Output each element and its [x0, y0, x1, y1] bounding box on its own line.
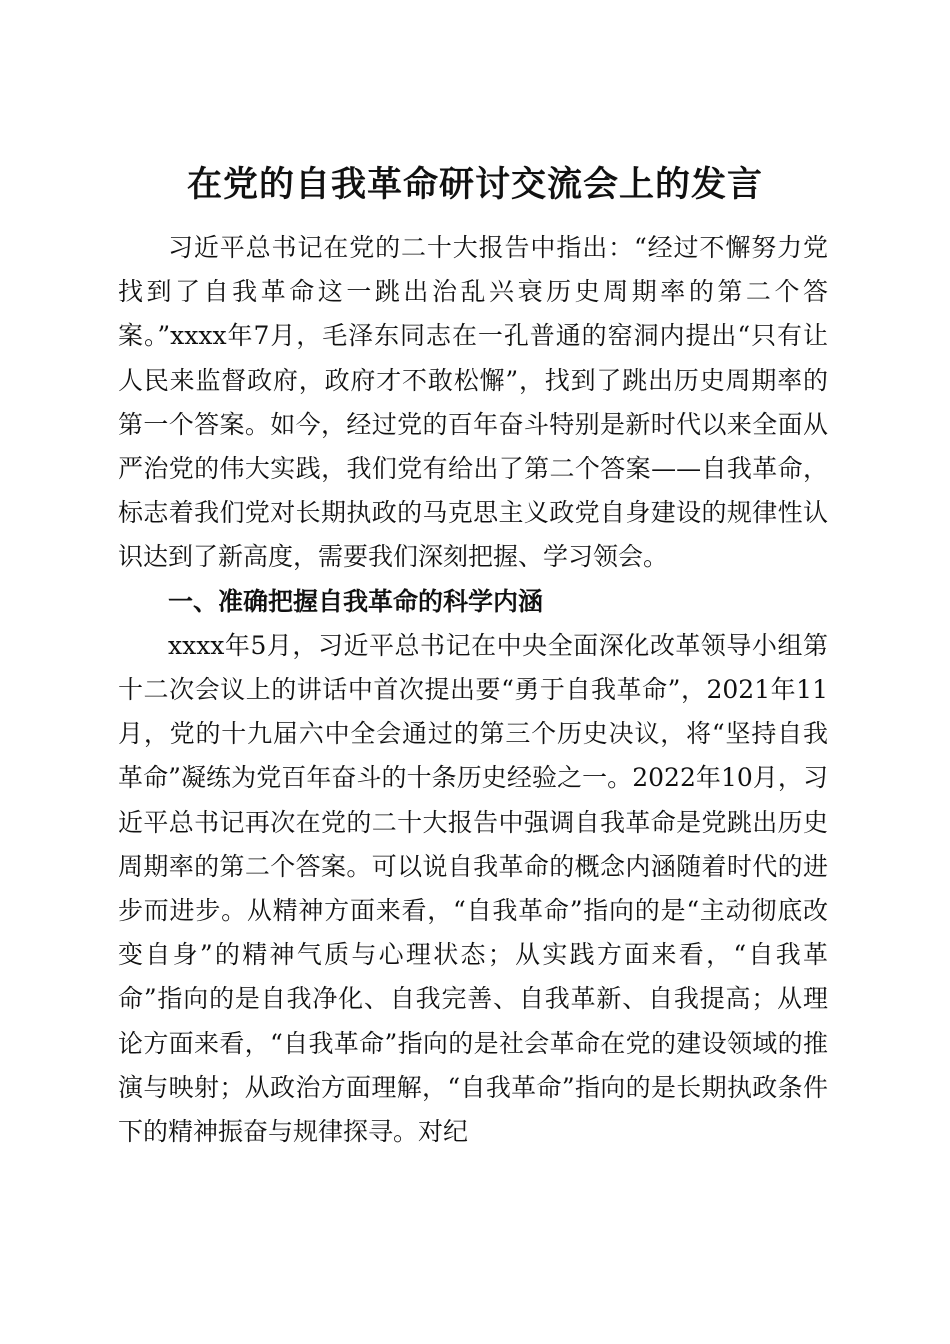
document-body — [118, 226, 828, 1154]
section-heading-1: 一、准确把握自我革命的科学内涵 — [168, 586, 544, 616]
intro-paragraph: 习近平总书记在党的二十大报告中指出：“经过不懈努力党找到了自我革命这一跳出治乱兴衰历史周期率的第二个答案。”xxxx年7月，毛泽东同志在一孔普通的窑洞内提出“只有让人民来监督政府，政府才不敢松懈”，找到了跳出历史周期率的第一个答案。如今，经过党的百年奋斗特别是新时代以来全面从严治党的伟大实践，我们党有给出了第二个答案——自我革命，标志着我们党对长期执政的马克思主义政党自身建设的规律性认识达到了新高度，需要我们深刻把握、学习领会。 — [118, 233, 828, 572]
section-1-paragraph: xxxx年5月，习近平总书记在中央全面深化改革领导小组第十二次会议上的讲话中首次提出要“勇于自我革命”，2021年11月，党的十九届六中全会通过的第三个历史决议，将“坚持自我革命”凝练为党百年奋斗的十条历史经验之一。2022年10月，习近平总书记再次在党的二十大报告中强调自我革命是党跳出历史周期率的第二个答案。可以说自我革命的概念内涵随着时代的进步而进步。从精神方面来看，“自我革命”指向的是“主动彻底改变自身”的精神气质与心理状态；从实践方面来看，“自我革命”指向的是自我净化、自我完善、自我革新、自我提高；从理论方面来看，“自我革命”指向的是社会革命在党的建设领域的推演与映射；从政治方面理解，“自我革命”指向的是长期执政条件下的精神振奋与规律探寻。对纪 — [118, 630, 828, 1147]
document-title: 在党的自我革命研讨交流会上的发言 — [186, 164, 763, 206]
